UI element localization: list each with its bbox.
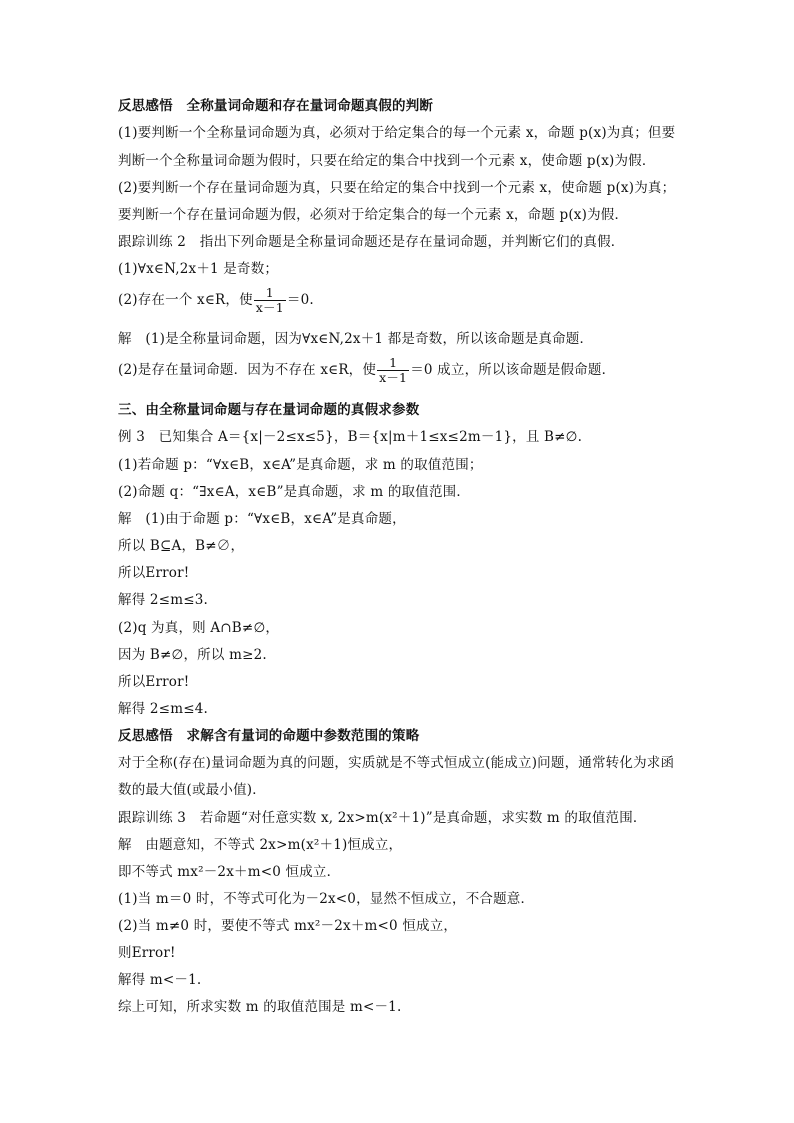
text-line: (1)当 m＝0 时，不等式可化为－2x<0，显然不恒成立，不合题意． bbox=[118, 891, 535, 907]
fraction-line-before: (2)是存在量词命题．因为不存在 x∈R，使 bbox=[118, 362, 377, 378]
fraction-line-after: ＝0 成立，所以该命题是假命题． bbox=[410, 362, 616, 378]
solution-line: 解 (1)是全称量词命题，因为∀x∈N,2x＋1 都是奇数，所以该命题是真命题． bbox=[118, 331, 594, 347]
fraction bbox=[377, 356, 409, 385]
text-line: 解得 2≤m≤3. bbox=[118, 592, 208, 608]
text-line: (2)q 为真，则 A∩B≠∅， bbox=[118, 620, 280, 636]
text-line: 解 由题意知，不等式 2x>m(x²＋1)恒成立， bbox=[118, 837, 403, 853]
text-line: 即不等式 mx²－2x＋m<0 恒成立． bbox=[118, 864, 341, 880]
text-line: 解得 2≤m≤4. bbox=[118, 701, 208, 717]
fraction-numerator: 1 bbox=[265, 285, 274, 300]
text-line: 对于全称(存在)量词命题为真的问题，实质就是不等式恒成立(能成立)问题，通常转化为求函 bbox=[118, 755, 675, 771]
fraction-line-after: ＝0. bbox=[286, 292, 314, 308]
text-line: 所以 B⊆A，B≠∅， bbox=[118, 538, 245, 554]
practice-heading-2: 跟踪训练 2 指出下列命题是全称量词命题还是存在量词命题，并判断它们的真假． bbox=[118, 234, 625, 250]
fraction-numerator: 1 bbox=[389, 355, 398, 370]
text-line: 数的最大值(或最小值)． bbox=[118, 782, 266, 798]
reflection-heading-2: 反思感悟 求解含有量词的命题中参数范围的策略 bbox=[118, 728, 420, 744]
text-line: (2)要判断一个存在量词命题为真，只要在给定的集合中找到一个元素 x，使命题 p(x)为真； bbox=[118, 180, 676, 196]
text-line: (1)要判断一个全称量词命题为真，必须对于给定集合的每一个元素 x，命题 p(x)为真；但要 bbox=[118, 125, 676, 141]
fraction-denominator: x－1 bbox=[379, 370, 408, 385]
fraction bbox=[254, 286, 286, 315]
reflection-heading-1: 反思感悟 全称量词命题和存在量词命题真假的判断 bbox=[118, 98, 434, 114]
fraction-denominator: x－1 bbox=[255, 300, 284, 315]
text-line: 解得 m<－1. bbox=[118, 972, 202, 988]
error-line: 则Error! bbox=[118, 945, 176, 961]
section-heading-3: 三、由全称量词命题与存在量词命题的真假求参数 bbox=[118, 402, 420, 418]
error-line: 所以Error! bbox=[118, 674, 190, 690]
conclusion-line: 综上可知，所求实数 m 的取值范围是 m<－1. bbox=[118, 999, 402, 1015]
text-line: 要判断一个存在量词命题为假，必须对于给定集合的每一个元素 x，命题 p(x)为假． bbox=[118, 207, 629, 223]
text-line: 解 (1)由于命题 p：“∀x∈B，x∈A”是真命题， bbox=[118, 511, 406, 527]
text-line: (2)当 m≠0 时，要使不等式 mx²－2x＋m<0 恒成立， bbox=[118, 918, 458, 934]
text-line: 因为 B≠∅，所以 m≥2. bbox=[118, 647, 267, 663]
fraction-line bbox=[118, 356, 615, 385]
error-line: 所以Error! bbox=[118, 565, 190, 581]
text-line: (2)命题 q：“∃x∈A，x∈B”是真命题，求 m 的取值范围． bbox=[118, 484, 471, 500]
text-line: 判断一个全称量词命题为假时，只要在给定的集合中找到一个元素 x，使命题 p(x)为假． bbox=[118, 153, 656, 169]
text-line: (1)若命题 p：“∀x∈B，x∈A”是真命题，求 m 的取值范围； bbox=[118, 457, 483, 473]
example-3: 例 3 已知集合 A＝{x|－2≤x≤5}，B＝{x|m＋1≤x≤2m－1}，且 B≠∅. bbox=[118, 429, 583, 445]
text-line: (1)∀x∈N,2x＋1 是奇数； bbox=[118, 261, 279, 277]
practice-heading-3: 跟踪训练 3 若命题“对任意实数 x, 2x>m(x²＋1)”是真命题，求实数 m 的取值范围． bbox=[118, 810, 647, 826]
fraction-line bbox=[118, 286, 314, 315]
fraction-line-before: (2)存在一个 x∈R，使 bbox=[118, 292, 253, 308]
